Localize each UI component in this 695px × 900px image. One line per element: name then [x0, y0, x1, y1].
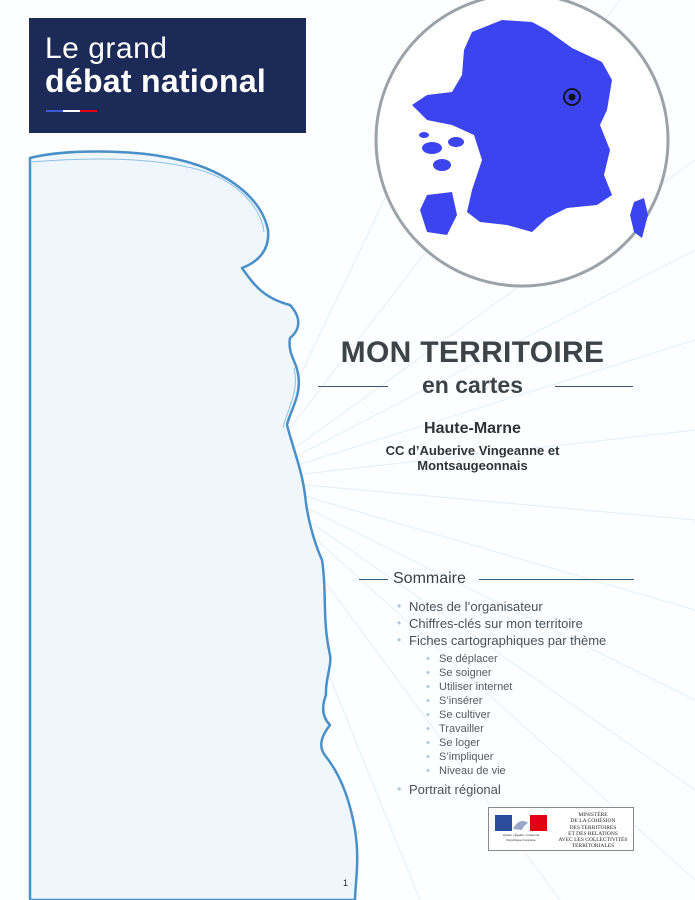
tricolor-flag-line — [46, 110, 98, 112]
ministry-line: DE LA COHÉSION — [570, 818, 616, 825]
toc-item-notes[interactable]: • Notes de l’organisateur — [397, 598, 606, 615]
toc-subitem-se-deplacer[interactable]: • Se déplacer — [426, 652, 606, 666]
toc-item-fiches[interactable]: • Fiches cartographiques par thème — [397, 632, 606, 649]
sommaire-rule-left — [359, 579, 388, 580]
sommaire-label: Sommaire — [393, 570, 466, 587]
toc-subitem-utiliser-internet[interactable]: • Utiliser internet — [426, 680, 606, 694]
subtitle: en cartes — [421, 372, 523, 398]
title-block — [300, 336, 645, 473]
toc-subitems — [397, 652, 606, 778]
ministry-line: TERRITORIALES — [571, 843, 615, 850]
ministry-line: DES TERRITOIRES — [569, 824, 617, 831]
toc-item-portrait-regional[interactable]: • Portrait régional — [397, 781, 606, 798]
sommaire-rule-right — [479, 579, 634, 580]
toc-subitem-simpliquer[interactable]: • S’impliquer — [426, 750, 606, 764]
ministry-logo — [488, 807, 634, 851]
grand-debat-logo — [29, 18, 306, 133]
subtitle-row — [300, 370, 645, 400]
ministry-line: ET DES RELATIONS — [568, 830, 618, 837]
page-number: 1 — [343, 878, 349, 888]
toc-item-chiffres-cles[interactable]: • Chiffres-clés sur mon territoire — [397, 615, 606, 632]
france-map-icon — [372, 0, 672, 300]
commune-name-line2: Montsaugeonnais — [417, 458, 528, 473]
toc-subitem-niveau-de-vie[interactable]: • Niveau de vie — [426, 764, 606, 778]
ministry-name — [555, 812, 631, 850]
toc-subitem-se-cultiver[interactable]: • Se cultiver — [426, 708, 606, 722]
marianne-logo-icon — [495, 815, 547, 843]
ministry-line: MINISTÈRE — [578, 812, 608, 818]
main-title: MON TERRITOIRE — [340, 336, 605, 369]
department-name: Haute-Marne — [424, 420, 521, 437]
toc-subitem-se-soigner[interactable]: • Se soigner — [426, 666, 606, 680]
logo-line1: Le grand — [45, 32, 168, 65]
table-of-contents — [397, 598, 606, 798]
toc-subitem-travailler[interactable]: • Travailler — [426, 722, 606, 736]
ministry-line: AVEC LES COLLECTIVITÉS — [558, 837, 628, 844]
toc-subitem-se-loger[interactable]: • Se loger — [426, 736, 606, 750]
logo-line2: débat national — [45, 63, 267, 99]
toc-subitem-sinserer[interactable]: • S’insérer — [426, 694, 606, 708]
marianne-republic: République Française — [506, 838, 536, 842]
marianne-motto: Liberté • Égalité • Fraternité — [502, 833, 540, 837]
subtitle-rule-right — [555, 386, 633, 387]
commune-name-line1: CC d’Auberive Vingeanne et — [385, 443, 560, 458]
sommaire-heading — [359, 570, 634, 590]
subtitle-rule-left — [318, 386, 388, 387]
